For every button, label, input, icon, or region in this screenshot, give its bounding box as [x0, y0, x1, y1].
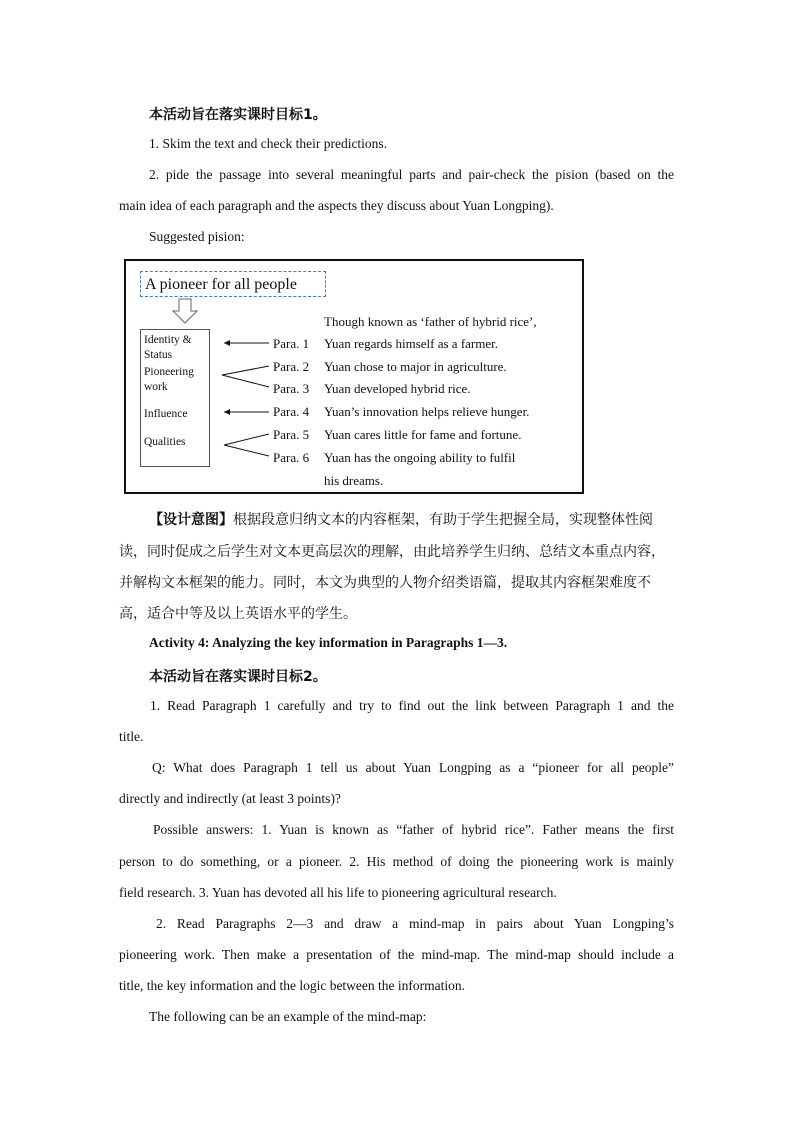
- category-work: work: [144, 381, 168, 393]
- connector-para3: [222, 375, 269, 387]
- diagram-title: A pioneer for all people: [140, 271, 326, 297]
- answer-line3: field research. 3. Yuan has devoted all his life to pioneering agricultural research.: [119, 885, 557, 900]
- step-skim: 1. Skim the text and check their predictions.: [149, 136, 388, 151]
- para-label: Para. 1: [273, 336, 310, 351]
- activity4-heading: Activity 4: Analyzing the key information in Paragraphs 1—3.: [149, 635, 508, 650]
- arrowhead-para1: [224, 340, 230, 346]
- statement: Yuan chose to major in agriculture.: [324, 359, 507, 374]
- suggested-division-label: Suggested pision:: [149, 229, 245, 244]
- down-arrow-icon: [173, 299, 197, 323]
- activity4-step2-line3: title, the key information and the logic between the information.: [119, 978, 466, 993]
- category-influence: Influence: [144, 408, 188, 420]
- answer-line2: person to do something, or a pioneer. 2. His method of doing the pioneering work is mainly: [119, 854, 674, 869]
- question-line1: Q: What does Paragraph 1 tell us about Yuan Longping as a “pioneer for all people”: [152, 760, 674, 775]
- para-label: Para. 4: [273, 404, 310, 419]
- category-qualities: Qualities: [144, 436, 186, 448]
- design-intent-line1: [149, 509, 674, 529]
- aim-objective-1: 本活动旨在落实课时目标1。: [149, 107, 327, 123]
- step-divide-line2: main idea of each paragraph and the aspects they discuss about Yuan Longping).: [119, 198, 554, 213]
- division-diagram: [124, 259, 584, 494]
- step-divide-line1: 2. pide the passage into several meaningful parts and pair-check the pision (based on the: [149, 167, 674, 182]
- activity4-step2-line2: pioneering work. Then make a presentation of the mind-map. The mind-map should include a: [119, 947, 674, 962]
- question-line2: directly and indirectly (at least 3 points)?: [119, 791, 341, 806]
- design-intent-line3: 并解构文本框架的能力。同时，本文为典型的人物介绍类语篇，提取其内容框架难度不: [119, 575, 651, 591]
- para-label: Para. 2: [273, 359, 310, 374]
- design-intent-label: 【设计意图】: [149, 512, 233, 528]
- statement: Yuan regards himself as a farmer.: [324, 336, 498, 351]
- category-pioneering: Pioneering: [144, 366, 194, 378]
- arrowhead-para4: [224, 409, 230, 415]
- connector-para2: [222, 366, 269, 375]
- design-intent-text: 根据段意归纳文本的内容框架，有助于学生把握全局，实现整体性阅: [233, 512, 653, 528]
- statement: Yuan cares little for fame and fortune.: [324, 427, 522, 442]
- para-label: Para. 5: [273, 427, 310, 442]
- category-identity: Identity &: [144, 334, 192, 346]
- statement: Yuan has the ongoing ability to fulfil: [324, 450, 516, 465]
- mindmap-example-label: The following can be an example of the mind-map:: [149, 1009, 427, 1024]
- connector-para5: [224, 434, 269, 445]
- activity4-step1-line1: 1. Read Paragraph 1 carefully and try to find out the link between Paragraph 1 and the: [150, 698, 674, 713]
- statement: Yuan’s innovation helps relieve hunger.: [324, 404, 530, 419]
- connector-para6: [224, 445, 269, 456]
- statement: Yuan developed hybrid rice.: [324, 381, 471, 396]
- answer-line1: Possible answers: 1. Yuan is known as “father of hybrid rice”. Father means the first: [153, 822, 674, 837]
- aim-objective-2: 本活动旨在落实课时目标2。: [149, 669, 327, 685]
- design-intent-line2: 读，同时促成之后学生对文本更高层次的理解，由此培养学生归纳、总结文本重点内容，: [119, 544, 665, 560]
- design-intent-line4: 高，适合中等及以上英语水平的学生。: [119, 606, 357, 622]
- para-label: Para. 3: [273, 381, 310, 396]
- category-box: [140, 329, 210, 467]
- statement: Though known as ‘father of hybrid rice’,: [324, 314, 537, 329]
- activity4-step2-line1: 2. Read Paragraphs 2—3 and draw a mind-map in pairs about Yuan Longping’s: [156, 916, 674, 931]
- activity4-step1-line2: title.: [119, 729, 144, 744]
- statement: his dreams.: [324, 473, 384, 488]
- para-label: Para. 6: [273, 450, 310, 465]
- category-status: Status: [144, 349, 173, 361]
